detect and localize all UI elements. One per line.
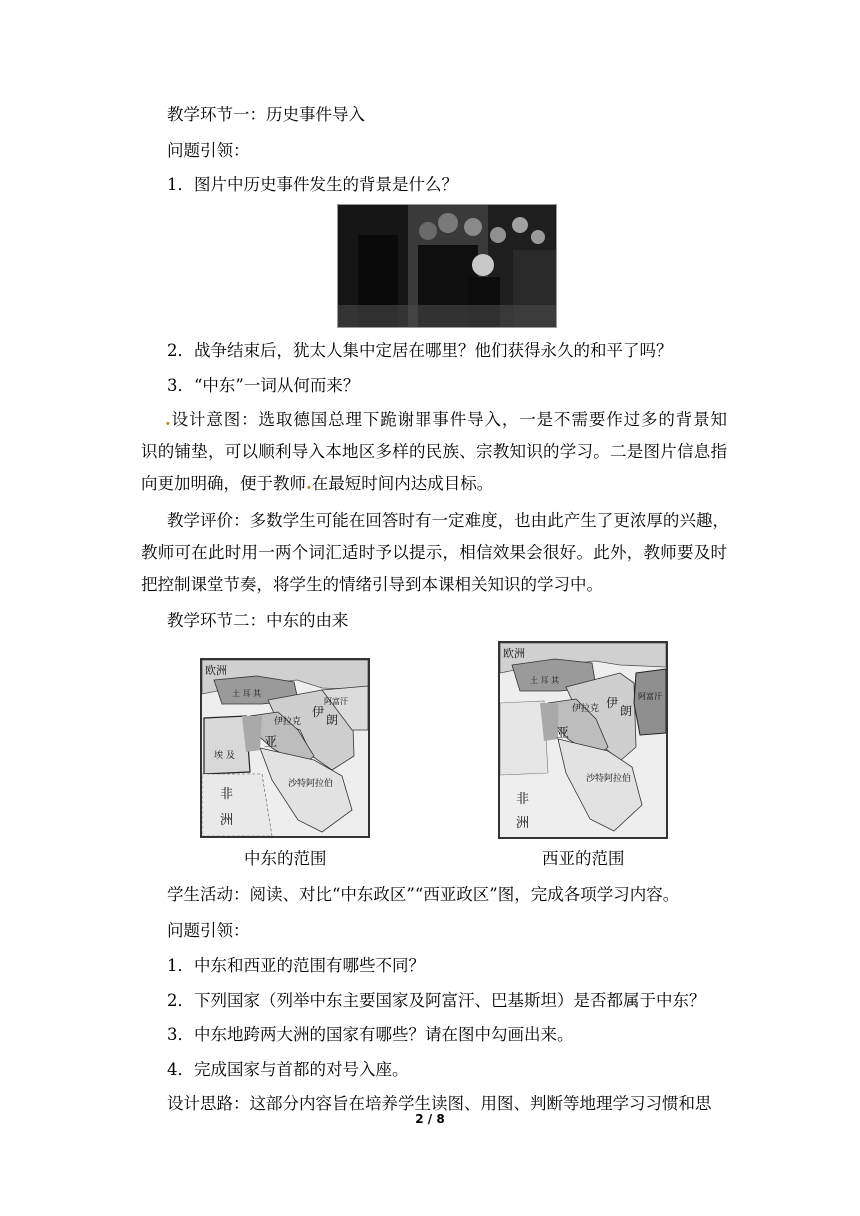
design-intent-line-2: 识的铺垫，可以顺利导入本地区多样的民族、宗教知识的学习。二是图片信息指 bbox=[141, 442, 727, 461]
map1-label-iran-2: 朗 bbox=[326, 713, 339, 727]
section2-heading: 教学环节二：中东的由来 bbox=[167, 611, 349, 630]
question-1: 1．图片中历史事件发生的背景是什么？ bbox=[167, 175, 458, 194]
middle-east-map bbox=[200, 658, 370, 838]
map2-label-iran-1: 伊 bbox=[606, 696, 619, 710]
west-asia-map bbox=[498, 641, 668, 839]
question-2: 2．战争结束后，犹太人集中定居在哪里？他们获得永久的和平了吗？ bbox=[167, 341, 673, 360]
map2-label-europe: 欧洲 bbox=[503, 647, 525, 660]
map2-label-asia: 亚 bbox=[556, 726, 570, 741]
section1-heading: 教学环节一：历史事件导入 bbox=[167, 105, 365, 124]
map1-caption: 中东的范围 bbox=[244, 849, 327, 868]
map1-label-asia: 亚 bbox=[264, 735, 278, 750]
map2-label-turkey: 土 耳 其 bbox=[530, 676, 560, 685]
map2-label-africa-2: 洲 bbox=[516, 816, 530, 831]
question-2-2: 2．下列国家（列举中东主要国家及阿富汗、巴基斯坦）是否都属于中东？ bbox=[167, 991, 706, 1010]
design-intent-line-3: 向更加明确，便于教师.在最短时间内达成目标。 bbox=[141, 474, 494, 493]
design-thinking: 设计思路：这部分内容旨在培养学生读图、用图、判断等地理学习习惯和思 bbox=[167, 1094, 712, 1113]
map2-label-afghanistan: 阿富汗 bbox=[638, 692, 662, 701]
map1-label-africa-2: 洲 bbox=[220, 813, 234, 828]
evaluation-line-3: 把控制课堂节奏，将学生的情绪引导到本课相关知识的学习中。 bbox=[141, 575, 603, 594]
student-activity: 学生活动：阅读、对比“中东政区”“西亚政区”图，完成各项学习内容。 bbox=[167, 885, 680, 904]
question-2-4: 4．完成国家与首都的对号入座。 bbox=[167, 1060, 409, 1079]
design-intent-line-1: .设计意图：选取德国总理下跪谢罪事件导入，一是不需要作过多的背景知 bbox=[165, 410, 727, 429]
map1-label-egypt: 埃 及 bbox=[214, 751, 235, 761]
map2-caption: 西亚的范围 bbox=[542, 849, 625, 868]
map2-label-africa-1: 非 bbox=[516, 792, 530, 807]
map1-label-afghanistan: 阿富汗 bbox=[324, 697, 348, 706]
map2-label-iran-2: 朗 bbox=[620, 704, 633, 718]
question-2-3: 3．中东地跨两大洲的国家有哪些？请在图中勾画出来。 bbox=[167, 1025, 574, 1044]
map1-label-africa-1: 非 bbox=[220, 787, 234, 802]
map1-label-turkey: 土 耳 其 bbox=[232, 689, 262, 698]
map2-label-saudi-arabia: 沙特阿拉伯 bbox=[586, 774, 632, 784]
question-3: 3．“中东”一词从何而来？ bbox=[167, 376, 360, 395]
question-2-1: 1．中东和西亚的范围有哪些不同？ bbox=[167, 956, 425, 975]
map1-label-europe: 欧洲 bbox=[205, 664, 227, 677]
map1-label-saudi-arabia: 沙特阿拉伯 bbox=[288, 779, 334, 789]
evaluation-line-2: 教师可在此时用一两个词汇适时予以提示，相信效果会很好。此外，教师要及时 bbox=[141, 543, 727, 562]
map2-label-iraq: 伊拉克 bbox=[572, 704, 600, 714]
map1-label-iran-1: 伊 bbox=[312, 705, 325, 719]
page-number: 2 / 8 bbox=[415, 1112, 445, 1126]
evaluation-line-1: 教学评价：多数学生可能在回答时有一定难度，也由此产生了更浓厚的兴趣， bbox=[167, 511, 729, 530]
question-label-2: 问题引领： bbox=[167, 921, 250, 940]
historical-photo bbox=[337, 204, 557, 328]
question-label: 问题引领： bbox=[167, 141, 250, 160]
map1-label-iraq: 伊拉克 bbox=[274, 717, 302, 727]
